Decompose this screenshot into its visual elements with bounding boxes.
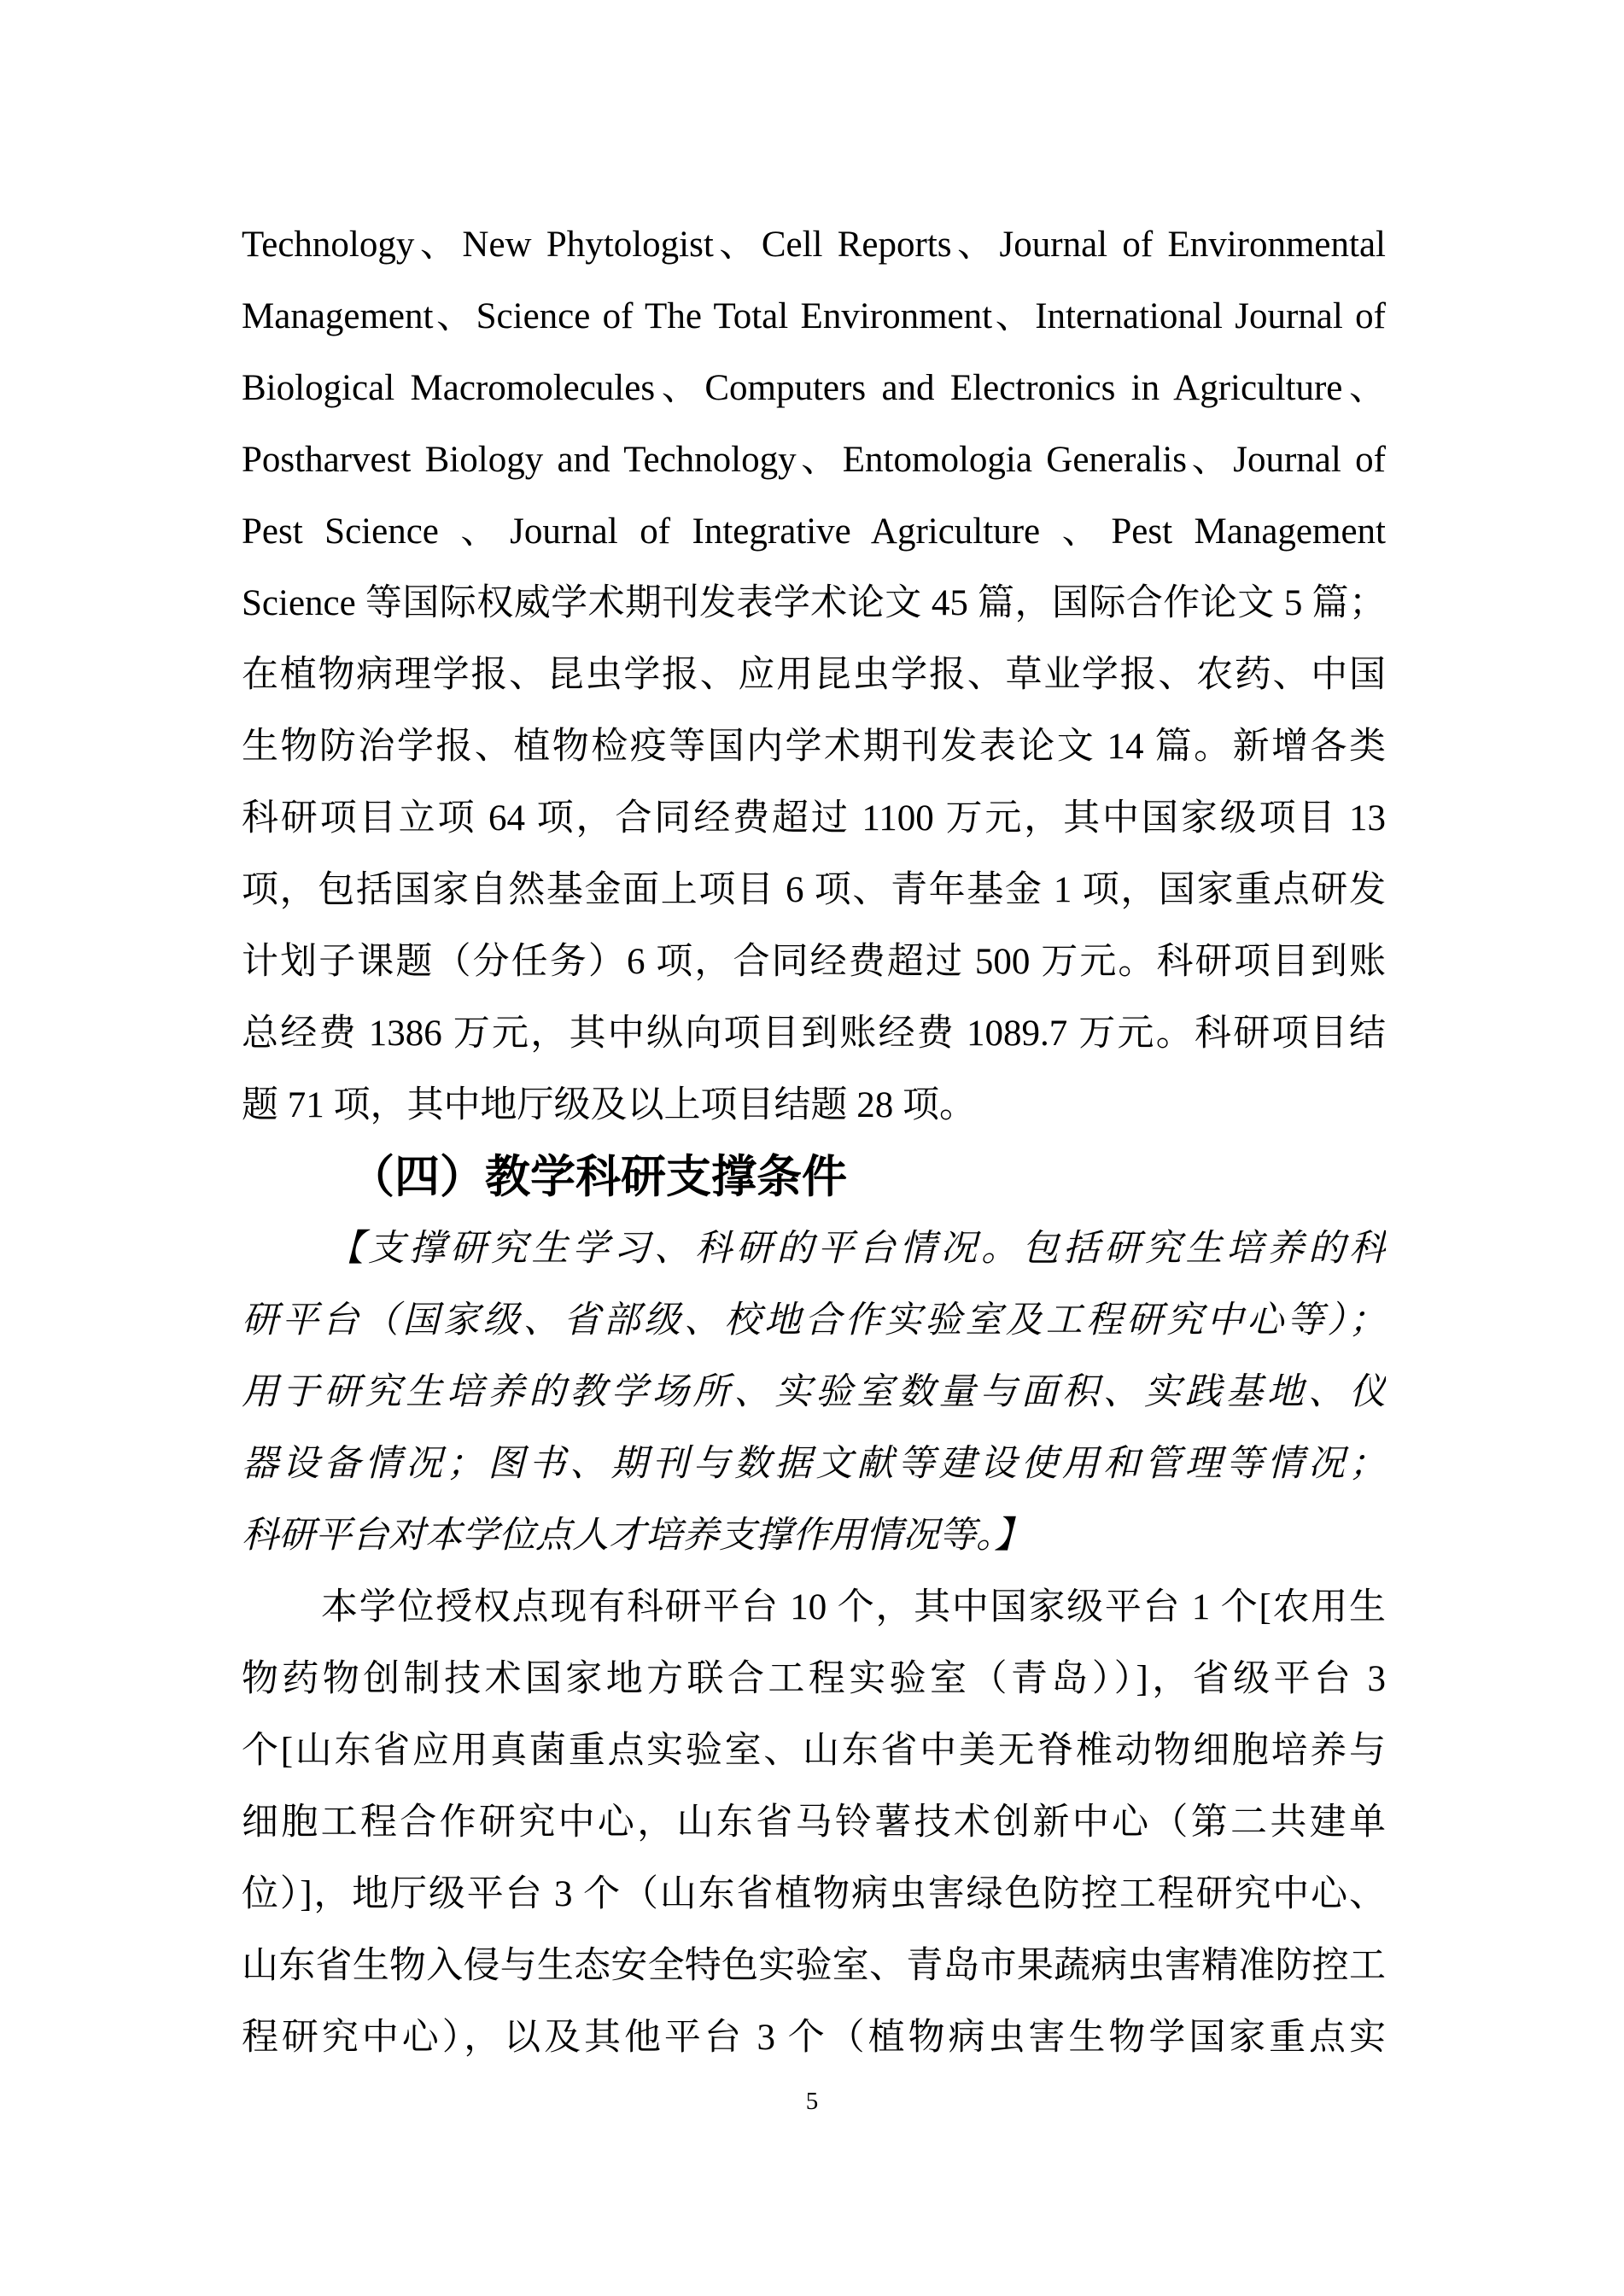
text-line: 总经费 1386 万元，其中纵向项目到账经费 1089.7 万元。科研项目结 [242,1014,1386,1054]
text-line: 生物防治学报、植物检疫等国内学术期刊发表论文 14 篇。新增各类 [242,727,1386,767]
text-line: 科研项目立项 64 项，合同经费超过 1100 万元，其中国家级项目 13 [242,798,1386,838]
text-line: Postharvest Biology and Technology、Entomologia Generalis、Journal of [242,440,1386,480]
text-line: Biological Macromolecules、Computers and Electronics in Agriculture、 [242,368,1386,408]
text-line: 在植物病理学报、昆虫学报、应用昆虫学报、草业学报、农药、中国 [242,655,1386,695]
bracket-guideline-note [242,1213,1386,1572]
text-line: 用于研究生培养的教学场所、实验室数量与面积、实践基地、仪 [242,1372,1386,1412]
page-number: 5 [805,2088,819,2115]
text-line: 山东省生物入侵与生态安全特色实验室、青岛市果蔬病虫害精准防控工 [242,1946,1386,1986]
text-line: Science 等国际权威学术期刊发表学术论文 45 篇，国际合作论文 5 篇； [242,583,1386,623]
text-line: 本学位授权点现有科研平台 10 个，其中国家级平台 1 个[农用生 [321,1587,1386,1627]
text-line: Pest Science 、Journal of Integrative Agriculture 、Pest Management [242,511,1386,552]
text-line: Management、Science of The Total Environment、International Journal of [242,296,1386,336]
text-line: 科研平台对本学位点人才培养支撑作用情况等。】 [242,1516,1031,1556]
paragraph-research-output [242,209,1386,1142]
text-line: 器设备情况；图书、期刊与数据文献等建设使用和管理等情况； [242,1444,1386,1484]
text-line: 题 71 项，其中地厅级及以上项目结题 28 项。 [242,1085,976,1125]
text-line: 细胞工程合作研究中心，山东省马铃薯技术创新中心（第二共建单 [242,1802,1386,1843]
page-content [242,209,1386,2074]
text-line: Technology、New Phytologist、Cell Reports、Journal of Environmental [242,225,1386,265]
text-line: 项，包括国家自然基金面上项目 6 项、青年基金 1 项，国家重点研发 [242,870,1386,910]
paragraph-research-platforms [242,1572,1386,2074]
section-heading: （四）教学科研支撑条件 [349,1153,847,1202]
text-line: 研平台（国家级、省部级、校地合作实验室及工程研究中心等）； [242,1300,1386,1341]
text-line: 【支撑研究生学习、科研的平台情况。包括研究生培养的科 [327,1229,1386,1269]
text-line: 位）]，地厅级平台 3 个（山东省植物病虫害绿色防控工程研究中心、 [242,1874,1386,1914]
text-line: 程研究中心），以及其他平台 3 个（植物病虫害生物学国家重点实 [242,2018,1386,2058]
text-line: 个[山东省应用真菌重点实验室、山东省中美无脊椎动物细胞培养与 [242,1731,1386,1771]
text-line: 物药物创制技术国家地方联合工程实验室（青岛））]，省级平台 3 [242,1659,1386,1699]
text-line: 计划子课题（分任务）6 项，合同经费超过 500 万元。科研项目到账 [242,942,1386,982]
